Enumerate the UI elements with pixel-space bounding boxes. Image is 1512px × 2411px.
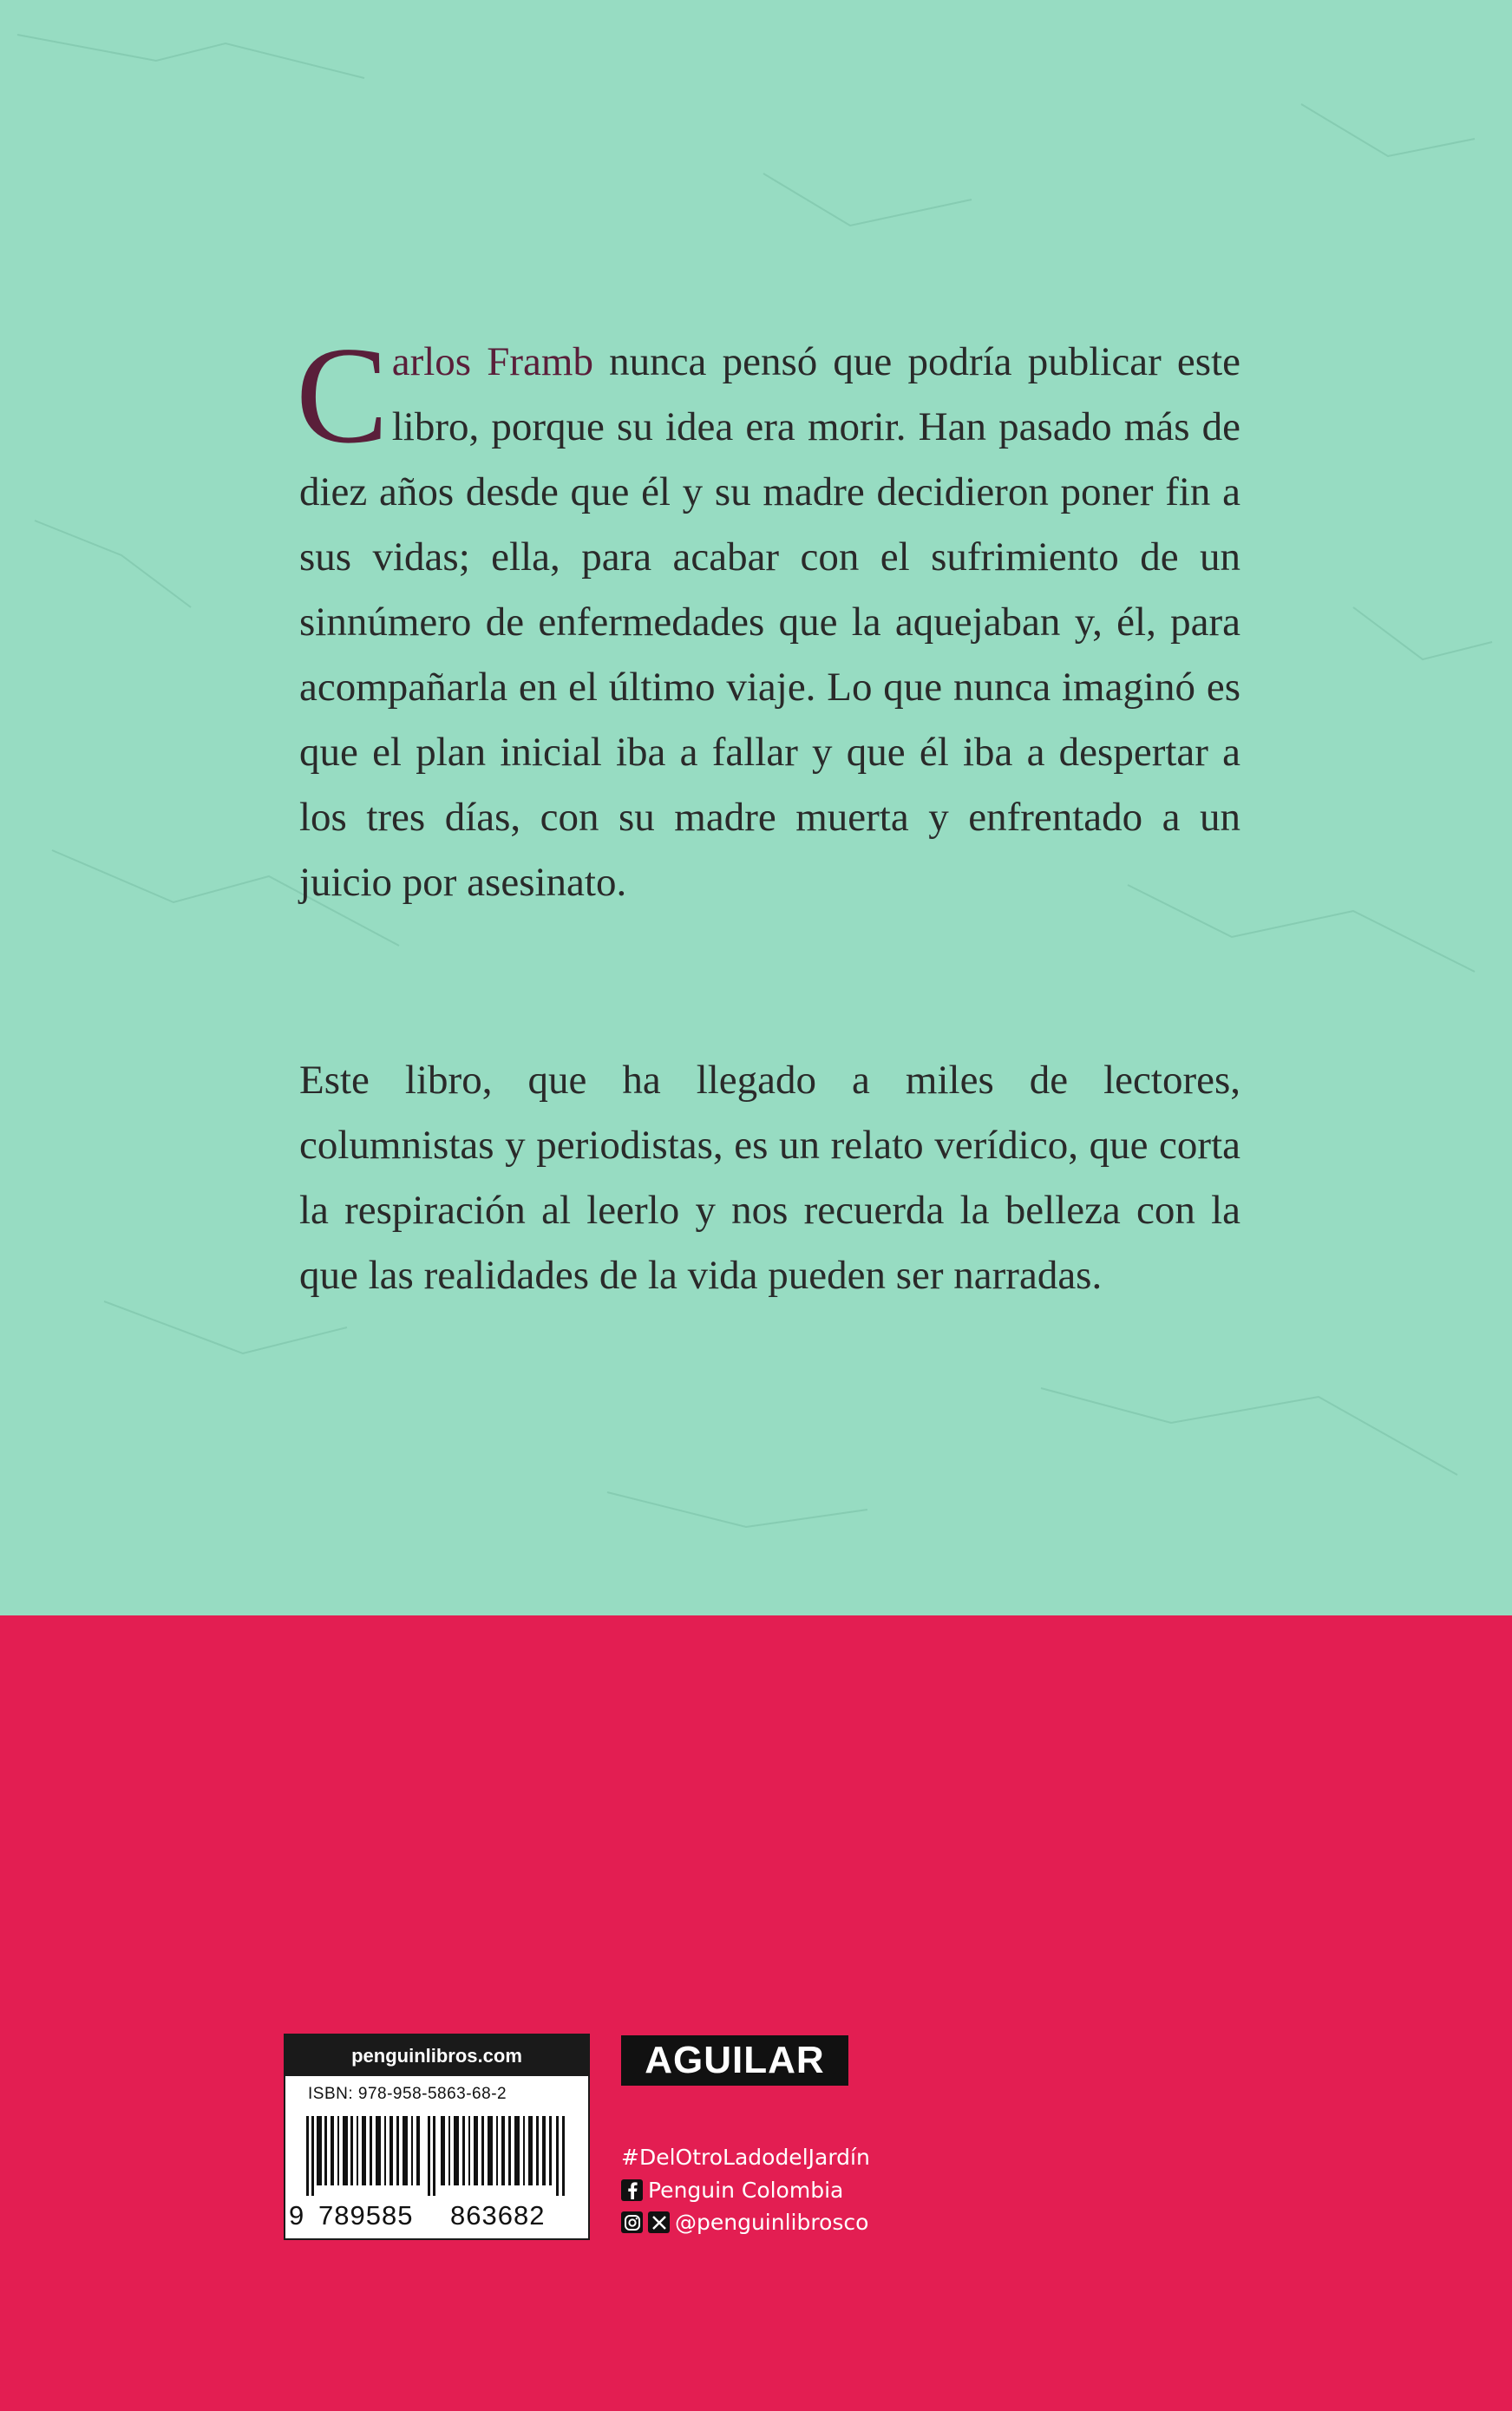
barcode-digit-group-1: 789585	[318, 2200, 414, 2231]
facebook-line	[621, 2178, 843, 2203]
social-handle-text: @penguinlibrosco	[675, 2210, 869, 2235]
author-name-lead: arlos Framb	[391, 339, 593, 384]
barcode-digit-group-2: 863682	[450, 2200, 546, 2231]
facebook-text: Penguin Colombia	[648, 2178, 844, 2203]
barcode-box	[284, 2034, 590, 2240]
barcode-digit-first: 9	[289, 2200, 305, 2231]
barcode-bars	[306, 2116, 569, 2196]
isbn-label: ISBN: 978-958-5863-68-2	[308, 2085, 507, 2103]
hashtag-text: #DelOtroLadodelJardín	[621, 2145, 870, 2170]
synopsis-paragraph-1	[296, 318, 1240, 915]
website-label: penguinlibros.com	[285, 2035, 588, 2076]
synopsis-paragraph-2: Este libro, que ha llegado a miles de lectores, columnistas y periodistas, es un relato verídico, que corta la respiración al leerlo y nos recuerda la belleza con la que las realidades de la vida pueden ser narradas.	[299, 1058, 1240, 1298]
social-handle-line	[621, 2210, 868, 2235]
x-icon	[648, 2211, 670, 2233]
facebook-icon	[621, 2179, 643, 2201]
publisher-logo: AGUILAR	[621, 2035, 848, 2086]
instagram-icon	[621, 2211, 643, 2233]
synopsis-text-1: nunca pensó que podría publicar este libro, porque su idea era morir. Han pasado más de diez años desde que él y su madre decidieron poner fin a sus vidas; ella, para acabar con el sufrimiento de un sinnúmero de enfermedades que la aquejaban y, él, para acompañarla en el último viaje. Lo que nunca imaginó es que el plan inicial iba a fallar y que él iba a despertar a los tres días, con su madre muerta y enfrentado a un juicio por asesinato.	[299, 339, 1240, 905]
cover-bottom-band	[0, 1615, 1512, 2411]
drop-cap: C	[296, 318, 389, 472]
hashtag-line	[621, 2145, 870, 2170]
